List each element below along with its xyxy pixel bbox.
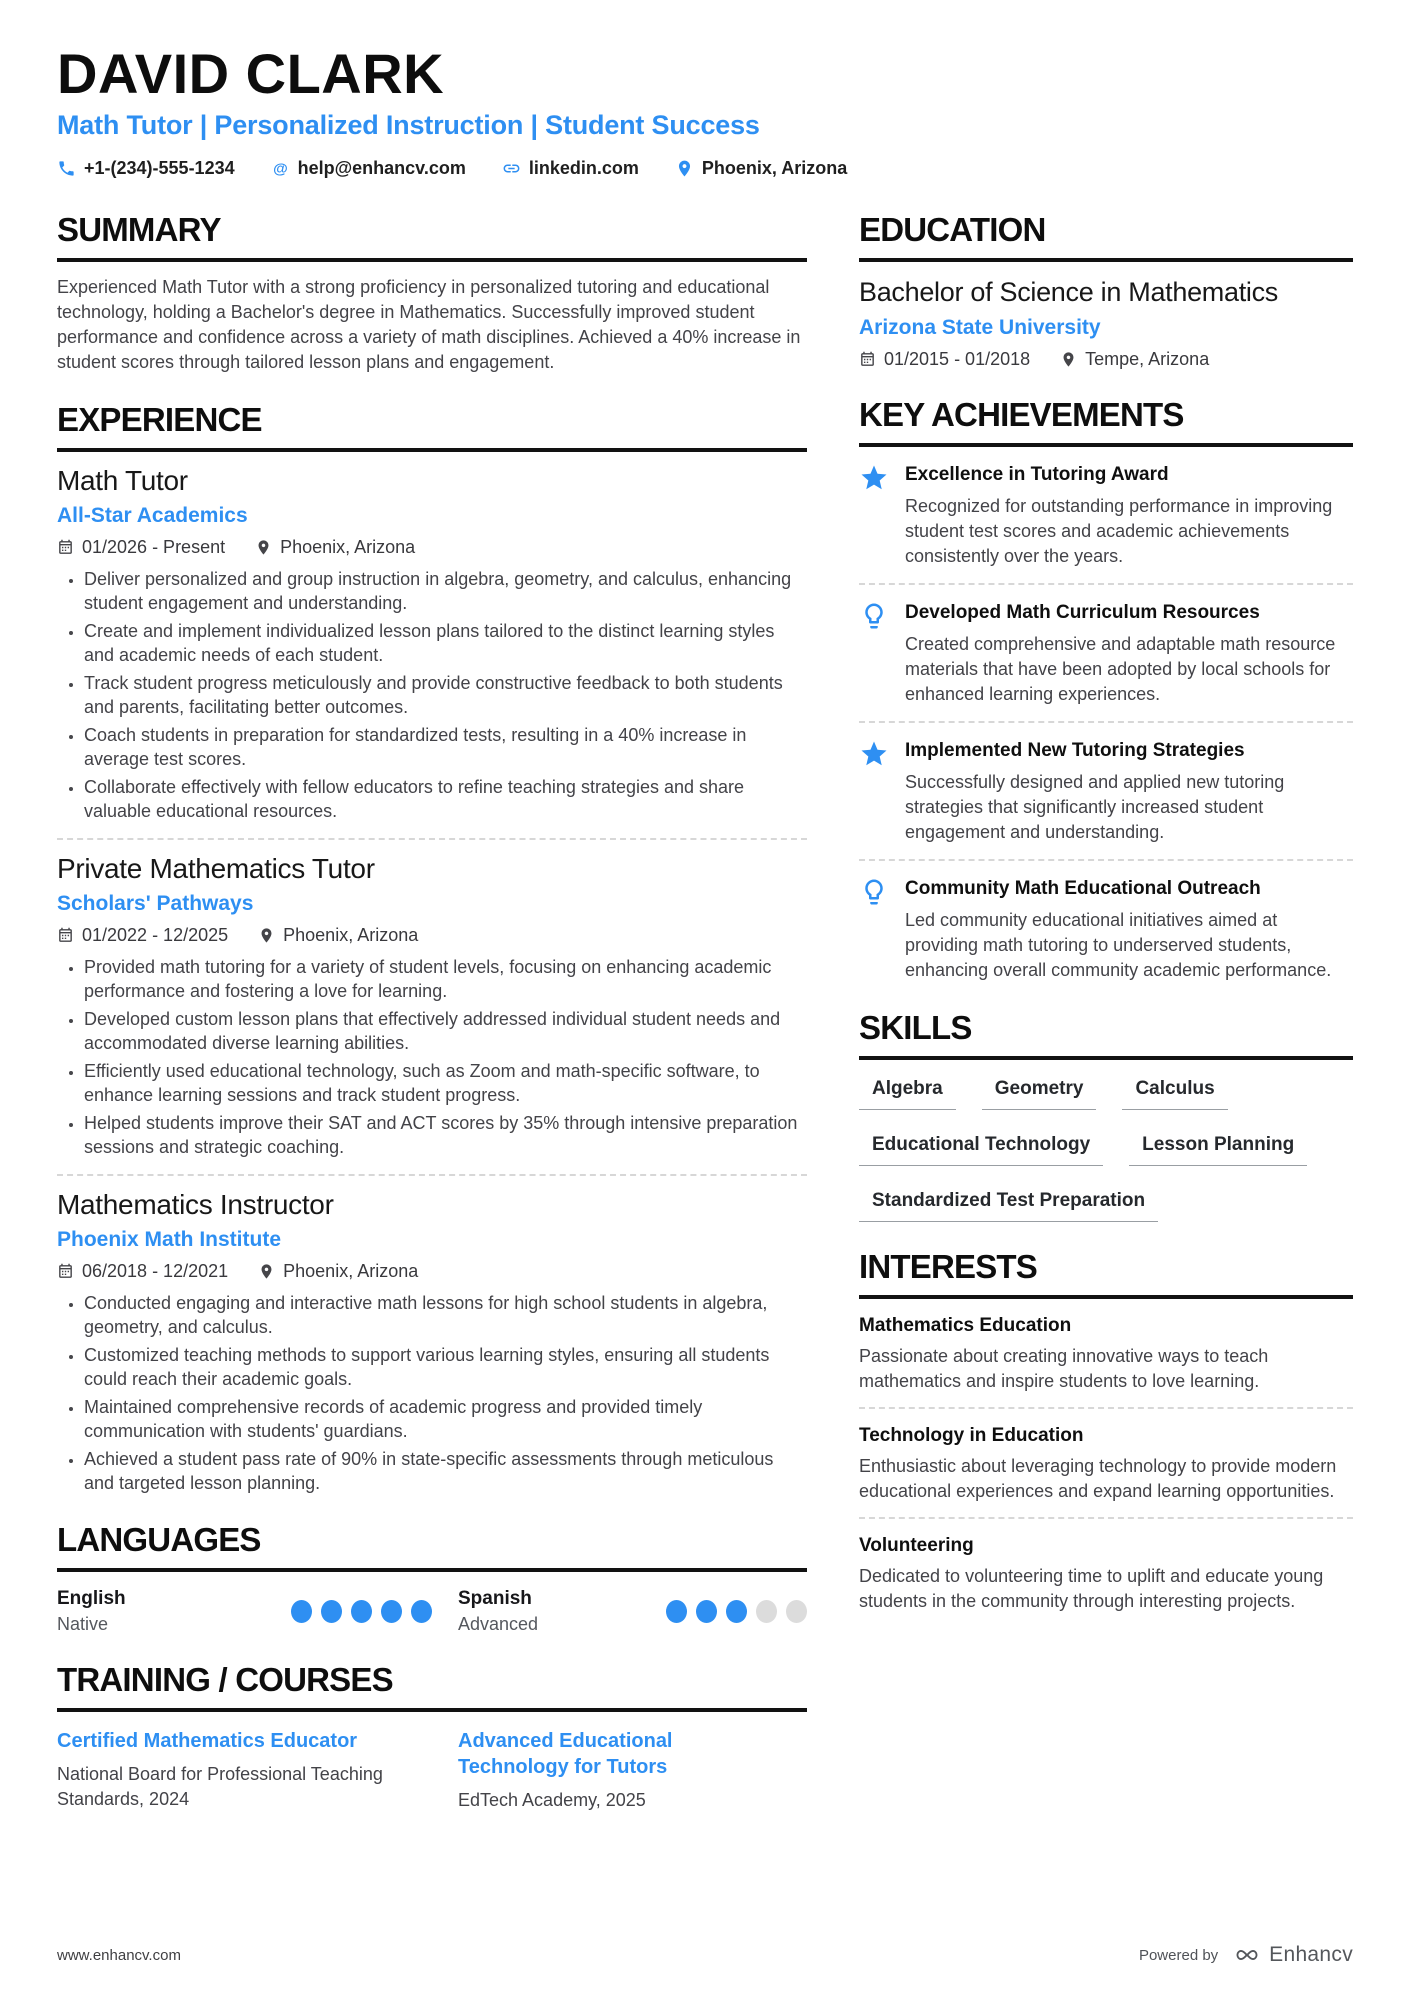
proficiency-dot	[321, 1600, 342, 1623]
job-dates	[57, 537, 225, 558]
location-icon	[1060, 351, 1077, 368]
contact-item[interactable]	[57, 158, 235, 179]
skill-item: Standardized Test Preparation	[859, 1190, 1158, 1222]
course-org: EdTech Academy, 2025	[458, 1790, 646, 1810]
calendar-icon	[57, 927, 74, 944]
contact-text: help@enhancv.com	[297, 158, 466, 178]
job-meta	[57, 537, 807, 558]
calendar-icon	[57, 1263, 74, 1280]
course-name: Advanced Educational Technology for Tutors	[458, 1730, 673, 1778]
experience-section	[57, 401, 807, 1495]
skill-item: Geometry	[982, 1078, 1097, 1110]
job-bullet: • Collaborate effectively with fellow educators to refine teaching strategies and share valuable educational resources.	[84, 775, 807, 823]
job-entry	[57, 452, 807, 840]
course-item	[57, 1728, 432, 1813]
job-bullet: • Developed custom lesson plans that effectively addressed individual student needs and accommodated diverse learning abilities.	[84, 1007, 807, 1055]
job-dates	[57, 1261, 228, 1282]
contact-row	[57, 158, 1353, 179]
location-icon	[675, 159, 694, 178]
job-location-text: Phoenix, Arizona	[280, 537, 416, 557]
proficiency-dot	[726, 1600, 747, 1623]
summary-section	[57, 211, 807, 375]
proficiency-dot	[351, 1600, 372, 1623]
phone-icon	[57, 159, 76, 178]
achievement-content	[905, 462, 1353, 569]
header	[57, 44, 1353, 179]
training-section	[57, 1661, 807, 1813]
site-url: www.enhancv.com	[57, 1946, 181, 1964]
proficiency-dots	[291, 1600, 432, 1623]
language-level: Advanced	[458, 1614, 539, 1634]
proficiency-dot	[756, 1600, 777, 1623]
achievement-text: Recognized for outstanding performance in improving student test scores and academic achievements consistently over the years.	[905, 496, 1333, 566]
proficiency-dot	[696, 1600, 717, 1623]
job-location	[258, 925, 418, 946]
job-role: Private Mathematics Tutor	[57, 853, 375, 884]
language-name: English	[57, 1588, 126, 1609]
person-name: DAVID CLARK	[57, 42, 445, 105]
interest-item	[859, 1519, 1353, 1614]
skill-item: Educational Technology	[859, 1134, 1103, 1166]
proficiency-dot	[666, 1600, 687, 1623]
proficiency-dot	[291, 1600, 312, 1623]
job-meta	[57, 1261, 807, 1282]
proficiency-dot	[411, 1600, 432, 1623]
experience-title: EXPERIENCE	[57, 401, 807, 452]
job-bullets	[57, 1291, 807, 1495]
language-info	[57, 1588, 126, 1635]
lightbulb-icon	[859, 600, 892, 707]
interests-title: INTERESTS	[859, 1248, 1353, 1299]
job-dates-text: 01/2026 - Present	[82, 537, 226, 557]
achievements-section	[859, 396, 1353, 983]
achievements-title: KEY ACHIEVEMENTS	[859, 396, 1353, 447]
interest-list	[859, 1299, 1353, 1614]
achievement-content	[905, 876, 1353, 983]
contact-text: linkedin.com	[528, 158, 639, 178]
powered-by-text: Powered by	[1138, 1946, 1219, 1964]
job-dates	[57, 925, 228, 946]
job-dates-text: 06/2018 - 12/2021	[82, 1261, 229, 1281]
education-section	[859, 211, 1353, 370]
interest-name: Technology in Education	[859, 1425, 1084, 1446]
job-bullet: • Create and implement individualized lesson plans tailored to the distinct learning styles and academic needs of each student.	[84, 619, 807, 667]
achievement-item	[859, 861, 1353, 983]
achievement-item	[859, 723, 1353, 861]
achievement-text: Led community educational initiatives aimed at providing math tutoring to underserved students, enhancing overall community academic performance.	[905, 910, 1332, 980]
job-location-text: Phoenix, Arizona	[283, 1261, 419, 1281]
headline: Math Tutor | Personalized Instruction | Student Success	[57, 110, 760, 140]
proficiency-dots	[666, 1600, 807, 1623]
school: Arizona State University	[859, 316, 1101, 339]
languages-section	[57, 1521, 807, 1635]
achievement-name: Community Math Educational Outreach	[905, 878, 1261, 899]
proficiency-dot	[381, 1600, 402, 1623]
achievement-content	[905, 600, 1353, 707]
infinity-icon	[1232, 1944, 1262, 1966]
calendar-icon	[57, 539, 74, 556]
job-entry	[57, 840, 807, 1176]
job-meta	[57, 925, 807, 946]
achievement-item	[859, 447, 1353, 585]
language-item	[432, 1588, 807, 1635]
brand-name: Enhancv	[1269, 1943, 1353, 1966]
contact-item[interactable]	[502, 158, 639, 179]
language-level: Native	[57, 1614, 109, 1634]
languages-title: LANGUAGES	[57, 1521, 807, 1572]
job-location-text: Phoenix, Arizona	[283, 925, 419, 945]
course-item	[432, 1728, 807, 1813]
summary-text: Experienced Math Tutor with a strong proficiency in personalized tutoring and educational technology, holding a Bachelor's degree in Mathematics. Successfully improved student performance and confidence across a variety of math disciplines. Achieved a 40% increase in student scores through tailored lesson plans and engagement.	[57, 277, 801, 372]
education-meta	[859, 349, 1353, 370]
course-name: Certified Mathematics Educator	[57, 1730, 358, 1752]
language-name: Spanish	[458, 1588, 532, 1609]
content-columns	[57, 211, 1353, 1839]
job-bullet: • Efficiently used educational technology, such as Zoom and math-specific software, to enhance learning sessions and track student progress.	[84, 1059, 807, 1107]
location-icon	[258, 1263, 275, 1280]
language-list	[57, 1572, 807, 1635]
job-location	[255, 537, 415, 558]
training-title: TRAINING / COURSES	[57, 1661, 807, 1712]
skills-section	[859, 1009, 1353, 1222]
education-location	[1060, 349, 1209, 370]
interest-item	[859, 1299, 1353, 1409]
course-org: National Board for Professional Teaching Standards, 2024	[57, 1764, 383, 1809]
course-list	[57, 1712, 807, 1813]
job-bullet: • Maintained comprehensive records of academic progress and provided timely communication with students' guardians.	[84, 1395, 807, 1443]
brand-logo	[1232, 1943, 1353, 1967]
interest-text: Dedicated to volunteering time to uplift and educate young students in the community through interesting projects.	[859, 1566, 1324, 1611]
skills-title: SKILLS	[859, 1009, 1353, 1060]
lightbulb-icon	[859, 876, 892, 983]
footer	[57, 1943, 1353, 1967]
skill-item: Lesson Planning	[1129, 1134, 1307, 1166]
powered-by-link[interactable]	[1139, 1943, 1353, 1967]
interests-section	[859, 1248, 1353, 1614]
job-role: Mathematics Instructor	[57, 1189, 334, 1220]
calendar-icon	[859, 351, 876, 368]
skill-list	[859, 1060, 1353, 1222]
job-entry	[57, 1176, 807, 1495]
degree: Bachelor of Science in Mathematics	[859, 277, 1279, 307]
job-bullet: • Customized teaching methods to support various learning styles, ensuring all students could reach their academic goals.	[84, 1343, 807, 1391]
achievement-name: Implemented New Tutoring Strategies	[905, 740, 1245, 761]
job-list	[57, 452, 807, 1495]
achievement-item	[859, 585, 1353, 723]
job-bullet: • Helped students improve their SAT and ACT scores by 35% through intensive preparation sessions and strategic coaching.	[84, 1111, 807, 1159]
location-icon	[255, 539, 272, 556]
contact-item[interactable]	[271, 158, 466, 179]
achievement-list	[859, 447, 1353, 983]
job-bullet: • Coach students in preparation for standardized tests, resulting in a 40% increase in average test scores.	[84, 723, 807, 771]
interest-item	[859, 1409, 1353, 1519]
contact-text: Phoenix, Arizona	[701, 158, 848, 178]
skill-item: Calculus	[1122, 1078, 1227, 1110]
contact-text: +1-(234)-555-1234	[84, 158, 235, 178]
star-icon	[859, 738, 892, 845]
education-dates	[859, 349, 1030, 370]
location-icon	[258, 927, 275, 944]
summary-title: SUMMARY	[57, 211, 807, 262]
star-icon	[859, 462, 892, 569]
achievement-text: Successfully designed and applied new tutoring strategies that significantly increased student engagement and understanding.	[905, 772, 1285, 842]
job-company: All-Star Academics	[57, 504, 248, 527]
job-dates-text: 01/2022 - 12/2025	[82, 925, 229, 945]
achievement-name: Developed Math Curriculum Resources	[905, 602, 1260, 623]
left-column	[57, 211, 807, 1839]
achievement-name: Excellence in Tutoring Award	[905, 464, 1169, 485]
job-company: Scholars' Pathways	[57, 892, 254, 915]
job-bullets	[57, 567, 807, 823]
education-location-text: Tempe, Arizona	[1085, 349, 1210, 369]
right-column	[859, 211, 1353, 1839]
contact-item[interactable]	[675, 158, 847, 179]
job-bullets	[57, 955, 807, 1159]
interest-name: Volunteering	[859, 1535, 974, 1556]
job-bullet: • Provided math tutoring for a variety of student levels, focusing on enhancing academic performance and fostering a love for learning.	[84, 955, 807, 1003]
job-bullet: • Deliver personalized and group instruction in algebra, geometry, and calculus, enhancing student engagement and understanding.	[84, 567, 807, 615]
interest-text: Enthusiastic about leveraging technology to provide modern educational experiences and expand learning opportunities.	[859, 1456, 1337, 1501]
interest-name: Mathematics Education	[859, 1315, 1072, 1336]
job-bullet: • Conducted engaging and interactive math lessons for high school students in algebra, geometry, and calculus.	[84, 1291, 807, 1339]
language-info	[458, 1588, 538, 1635]
job-bullet: • Track student progress meticulously and provide constructive feedback to both students and parents, facilitating better outcomes.	[84, 671, 807, 719]
job-location	[258, 1261, 418, 1282]
education-title: EDUCATION	[859, 211, 1353, 262]
at-icon	[271, 159, 290, 178]
interest-text: Passionate about creating innovative ways to teach mathematics and inspire students to love learning.	[859, 1346, 1269, 1391]
job-company: Phoenix Math Institute	[57, 1228, 282, 1251]
proficiency-dot	[786, 1600, 807, 1623]
education-dates-text: 01/2015 - 01/2018	[884, 349, 1031, 369]
link-icon	[502, 159, 521, 178]
job-role: Math Tutor	[57, 465, 188, 496]
job-bullet: • Achieved a student pass rate of 90% in state-specific assessments through meticulous and targeted lesson planning.	[84, 1447, 807, 1495]
achievement-content	[905, 738, 1353, 845]
achievement-text: Created comprehensive and adaptable math resource materials that have been adopted by local schools for enhanced learning experiences.	[905, 634, 1336, 704]
language-item	[57, 1588, 432, 1635]
skill-item: Algebra	[859, 1078, 956, 1110]
